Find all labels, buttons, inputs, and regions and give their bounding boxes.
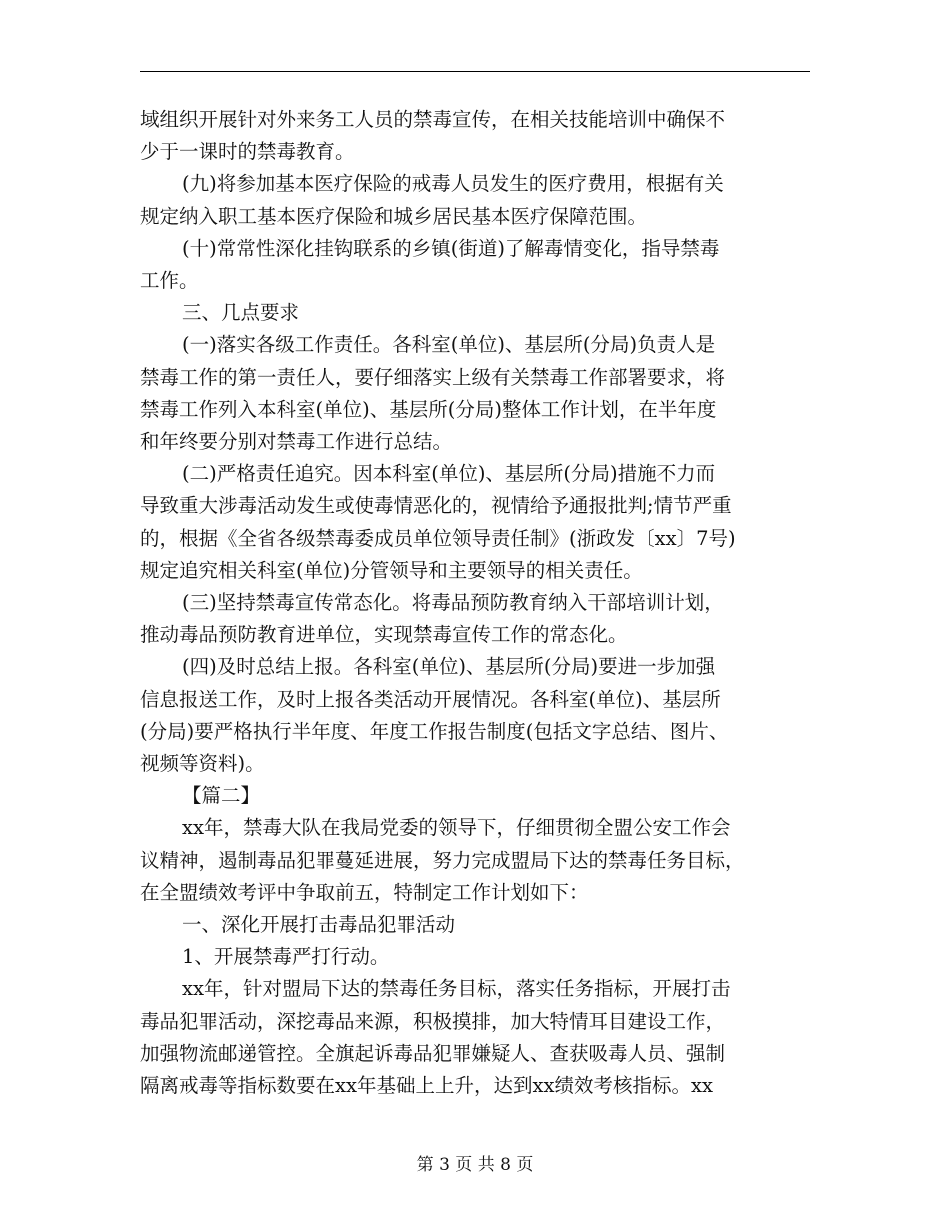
text-line: 工作。 — [140, 269, 199, 293]
text-line: 三、几点要求 — [182, 301, 300, 325]
text-line: 视频等资料)。 — [140, 752, 265, 776]
text-line: 议精神，遏制毒品犯罪蔓延进展，努力完成盟局下达的禁毒任务目标， — [140, 848, 745, 872]
text-line: (九)将参加基本医疗保险的戒毒人员发生的医疗费用，根据有关 — [182, 172, 724, 196]
text-line: (十)常常性深化挂钩联系的乡镇(街道)了解毒情变化，指导禁毒 — [182, 236, 720, 260]
text-line: 毒品犯罪活动，深挖毒品来源，积极摸排，加大特情耳目建设工作， — [140, 1009, 726, 1033]
text-line: xx年，针对盟局下达的禁毒任务目标，落实任务指标，开展打击 — [182, 977, 731, 1001]
text-line: 域组织开展针对外来务工人员的禁毒宣传，在相关技能培训中确保不 — [140, 108, 726, 131]
text-line: 少于一课时的禁毒教育。 — [140, 140, 355, 164]
text-line: 一、深化开展打击毒品犯罪活动 — [182, 913, 456, 937]
text-line: 导致重大涉毒活动发生或使毒情恶化的，视情给予通报批判;情节严重 — [140, 494, 732, 518]
text-line: xx年，禁毒大队在我局党委的领导下，仔细贯彻全盟公安工作会 — [182, 816, 731, 840]
text-line: 的，根据《全省各级禁毒委成员单位领导责任制》(浙政发〔xx〕7号) — [140, 526, 736, 550]
text-line: 和年终要分别对禁毒工作进行总结。 — [140, 430, 453, 454]
text-line: 在全盟绩效考评中争取前五，特制定工作计划如下： — [140, 880, 589, 904]
text-line: 1、开展禁毒严打行动。 — [182, 945, 390, 969]
text-line: (四)及时总结上报。各科室(单位)、基层所(分局)要进一步加强 — [182, 655, 716, 679]
text-line: 禁毒工作列入本科室(单位)、基层所(分局)整体工作计划，在半年度 — [140, 397, 717, 421]
text-line: 规定追究相关科室(单位)分管领导和主要领导的相关责任。 — [140, 558, 643, 582]
text-line: (分局)要严格执行半年度、年度工作报告制度(包括文字总结、图片、 — [140, 719, 729, 743]
text-line: 禁毒工作的第一责任人，要仔细落实上级有关禁毒工作部署要求，将 — [140, 365, 726, 389]
text-line: 【篇二】 — [182, 784, 261, 808]
header-rule — [140, 71, 810, 72]
text-line: 推动毒品预防教育进单位，实现禁毒宣传工作的常态化。 — [140, 623, 628, 647]
page-number-label: 第 3 页 共 8 页 — [416, 1155, 534, 1175]
text-line: 加强物流邮递管控。全旗起诉毒品犯罪嫌疑人、查获吸毒人员、强制 — [140, 1041, 726, 1065]
text-line: (一)落实各级工作责任。各科室(单位)、基层所(分局)负责人是 — [182, 333, 716, 357]
text-line: 规定纳入职工基本医疗保险和城乡居民基本医疗保障范围。 — [140, 204, 648, 228]
text-line: (三)坚持禁毒宣传常态化。将毒品预防教育纳入干部培训计划， — [182, 591, 724, 615]
page-footer — [0, 1150, 950, 1175]
text-line: 信息报送工作，及时上报各类活动开展情况。各科室(单位)、基层所 — [140, 687, 721, 711]
text-line: (二)严格责任追究。因本科室(单位)、基层所(分局)措施不力而 — [182, 462, 716, 486]
text-line: 隔离戒毒等指标数要在xx年基础上上升，达到xx绩效考核指标。xx — [140, 1074, 713, 1098]
document-body — [140, 104, 812, 1102]
